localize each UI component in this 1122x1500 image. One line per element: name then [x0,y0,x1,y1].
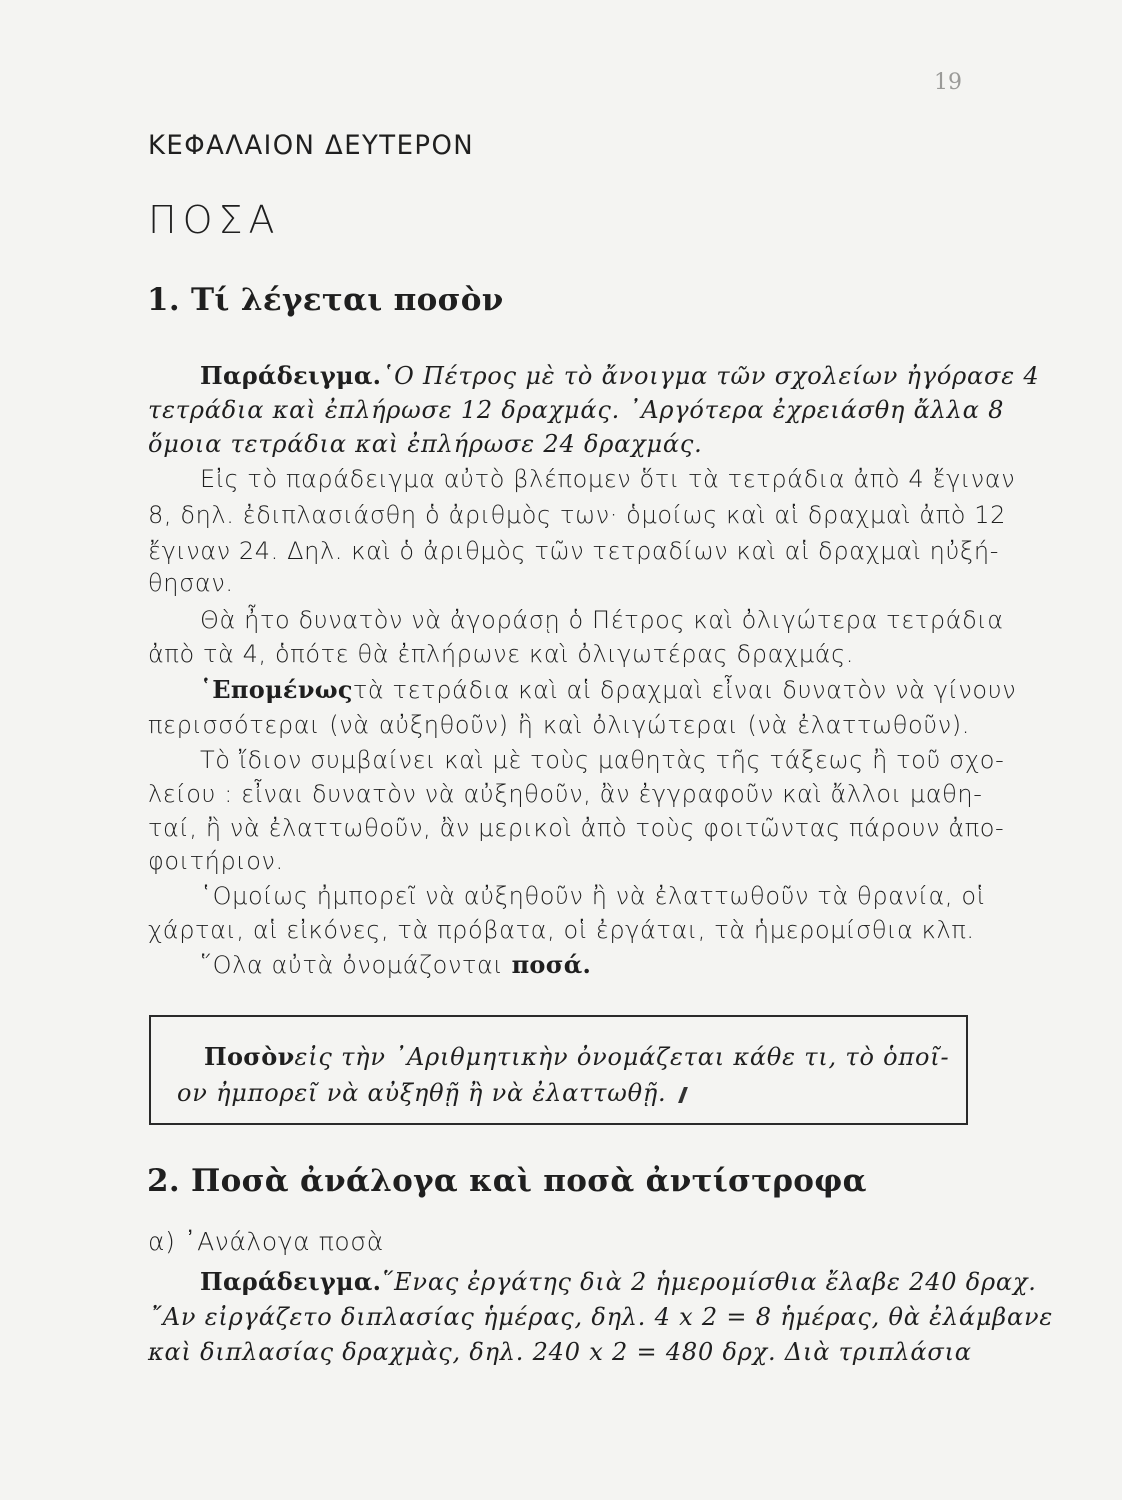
definition-line-2 [177,1081,688,1105]
para3-line-2: περισσότεραι (νὰ αὐξηθοῦν) ἢ καὶ ὀλιγώτεραι (νὰ ἐλαττωθοῦν). [148,711,970,739]
para1-line-1: Εἰς τὸ παράδειγμα αὐτὸ βλέπομεν ὅτι τὰ τετράδια ἀπὸ 4 ἔγιναν [200,465,1016,493]
section-2-subheading: α) ᾿Ανάλογα ποσὰ [148,1227,384,1256]
example-line-1 [200,361,1040,390]
s2-example-line-1 [200,1267,1037,1296]
section-2-heading: 2. Ποσὰ ἀνάλογα καὶ ποσὰ ἀντίστροφα [147,1163,867,1199]
chapter-title: ΠΟΣΑ [148,198,281,242]
definition-text-2: ον ἠμπορεῖ νὰ αὐξηθῇ ἢ νὰ ἐλαττωθῇ. [177,1079,667,1107]
definition-text-1: εἰς τὴν ᾿Αριθμητικὴν ὀνομάζεται κάθε τι, τὸ ὁποῖ- [294,1043,950,1071]
para2-line-1: Θὰ ἦτο δυνατὸν νὰ ἀγοράσῃ ὁ Πέτρος καὶ ὀλιγώτερα τετράδια [200,606,1004,634]
para4-line-4: φοιτήριον. [148,847,284,875]
para1-line-4: θησαν. [148,569,234,597]
para4-line-2: λείου : εἶναι δυνατὸν νὰ αὐξηθοῦν, ἂν ἐγγραφοῦν καὶ ἄλλοι μαθη- [148,780,983,808]
s2-example-label: Παράδειγμα. [200,1267,382,1296]
pen-mark-end-icon [678,1087,688,1103]
chapter-heading: ΚΕΦΑΛΑΙΟΝ ΔΕΥΤΕΡΟΝ [148,130,475,161]
definition-bold-word: Ποσὸν [204,1042,295,1071]
example-label: Παράδειγμα. [200,361,382,390]
s2-example-line-3: καὶ διπλασίας δραχμὰς, δηλ. 240 x 2 = 480 δρχ. Διὰ τριπλάσια [148,1338,972,1366]
s2-example-line-2: ῎Αν εἰργάζετο διπλασίας ἡμέρας, δηλ. 4 x 2 = 8 ἡμέρας, θὰ ἐλάμβανε [150,1303,1054,1331]
s2-example-text-1: ῞Ενας ἐργάτης διὰ 2 ἡμερομίσθια ἔλαβε 240 δραχ. [381,1268,1037,1296]
para4-line-1: Τὸ ἴδιον συμβαίνει καὶ μὲ τοὺς μαθητὰς τῆς τάξεως ἢ τοῦ σχο- [200,746,1005,774]
para6-line [200,950,592,979]
para5-line-2: χάρται, αἱ εἰκόνες, τὰ πρόβατα, οἱ ἐργάται, τὰ ἡμερομίσθια κλπ. [148,916,975,944]
definition-line-1 [201,1042,950,1071]
bleed-through [760,150,767,175]
section-1-heading: 1. Τί λέγεται ποσὸν [147,282,504,318]
page-number: 19 [934,70,962,95]
definition-box [149,1015,968,1125]
para3-line-1 [200,675,1017,704]
para2-line-2: ἀπὸ τὰ 4, ὁπότε θὰ ἐπλήρωνε καὶ ὀλιγωτέρας δραχμάς. [148,640,855,668]
para6-text: ῞Ολα αὐτὰ ὀνομάζονται [200,951,512,979]
para1-line-2: 8, δηλ. ἐδιπλασιάσθη ὁ ἀριθμὸς των· ὁμοίως καὶ αἱ δραχμαὶ ἀπὸ 12 [148,501,1007,529]
para5-line-1: ῾Ομοίως ἠμπορεῖ νὰ αὐξηθοῦν ἢ νὰ ἐλαττωθοῦν τὰ θρανία, οἱ [200,882,986,910]
example-line-3: ὅμοια τετράδια καὶ ἐπλήρωσε 24 δραχμάς. [148,430,703,458]
example-text-1: ῾Ο Πέτρος μὲ τὸ ἄνοιγμα τῶν σχολείων ἠγόρασε 4 [381,362,1040,390]
para4-line-3: ταί, ἢ νὰ ἐλαττωθοῦν, ἂν μερικοὶ ἀπὸ τοὺς φοιτῶντας πάρουν ἀπο- [148,814,1005,842]
para6-bold: ποσά. [511,950,592,979]
para1-line-3: ἔγιναν 24. Δηλ. καὶ ὁ ἀριθμὸς τῶν τετραδίων καὶ αἱ δραχμαὶ ηὐξή- [148,537,999,565]
example-line-2: τετράδια καὶ ἐπλήρωσε 12 δραχμάς. ᾿Αργότερα ἐχρειάσθη ἄλλα 8 [148,396,1005,424]
para3-text: τὰ τετράδια καὶ αἱ δραχμαὶ εἶναι δυνατὸν νὰ γίνουν [352,676,1017,704]
para3-bold-word: ῾Επομένως [200,675,353,704]
